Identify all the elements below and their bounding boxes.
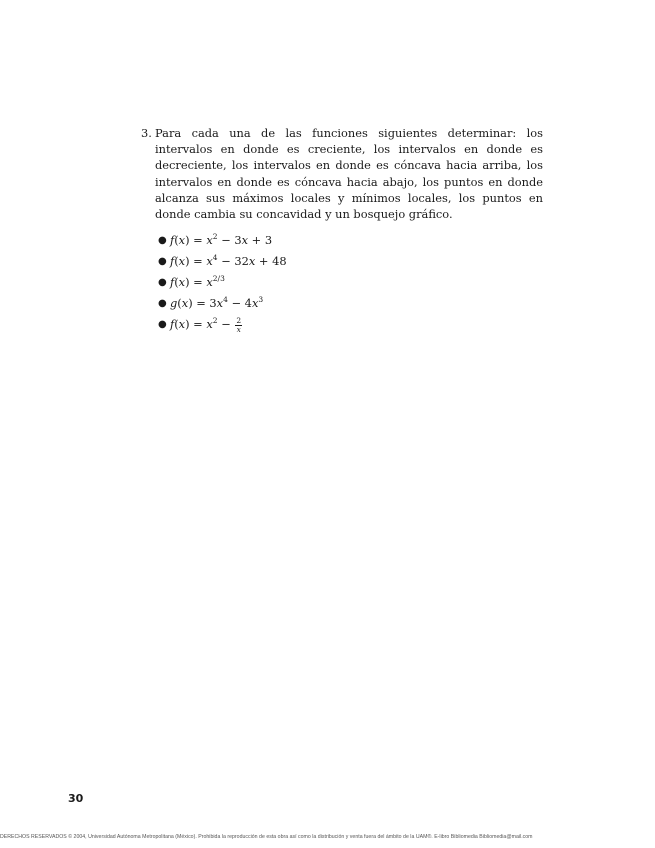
problem-statement: Para cada una de las funciones siguientes determinar: los intervalos en donde es creciente, los intervalos en donde es decreciente, los intervalos en donde es cóncava hacia arriba, los intervalos en donde es cóncava hacia abajo, los puntos en donde alcanza sus máximos locales y mínimos locales, los puntos en donde cambia su concavidad y un bosquejo gráfico. bbox=[155, 126, 543, 222]
function-item bbox=[158, 314, 543, 335]
function-formula: $f(x) = x^{2/3}$ bbox=[170, 274, 225, 290]
bullet-icon: ● bbox=[158, 298, 167, 310]
function-item bbox=[158, 230, 543, 251]
bullet-icon: ● bbox=[158, 235, 167, 247]
bullet-icon: ● bbox=[158, 277, 167, 289]
problem-3 bbox=[141, 125, 543, 335]
function-item bbox=[158, 293, 543, 314]
function-list bbox=[141, 230, 543, 335]
function-item bbox=[158, 251, 543, 272]
bullet-icon: ● bbox=[158, 319, 167, 331]
function-formula: $g(x) = 3x^4 - 4x^3$ bbox=[170, 295, 264, 311]
page-number: 30 bbox=[68, 792, 84, 805]
function-formula: $f(x) = x^2$ − $\frac{2}{x}$ bbox=[170, 316, 242, 334]
function-formula: $f(x) = x^4 - 32x + 48$ bbox=[170, 253, 287, 269]
function-formula: $f(x) = x^2 - 3x + 3$ bbox=[170, 232, 273, 248]
function-item bbox=[158, 272, 543, 293]
problem-number: 3. bbox=[141, 126, 152, 140]
copyright-footer: DERECHOS RESERVADOS © 2004, Universidad Autónoma Metropolitana (México). Prohibida la reproducción de esta obra así como la distribución y venta fuera del ámbito de la UAM®. E-libro Bibliomedia Bibliomedia@mail.com bbox=[0, 834, 533, 840]
bullet-icon: ● bbox=[158, 256, 167, 268]
